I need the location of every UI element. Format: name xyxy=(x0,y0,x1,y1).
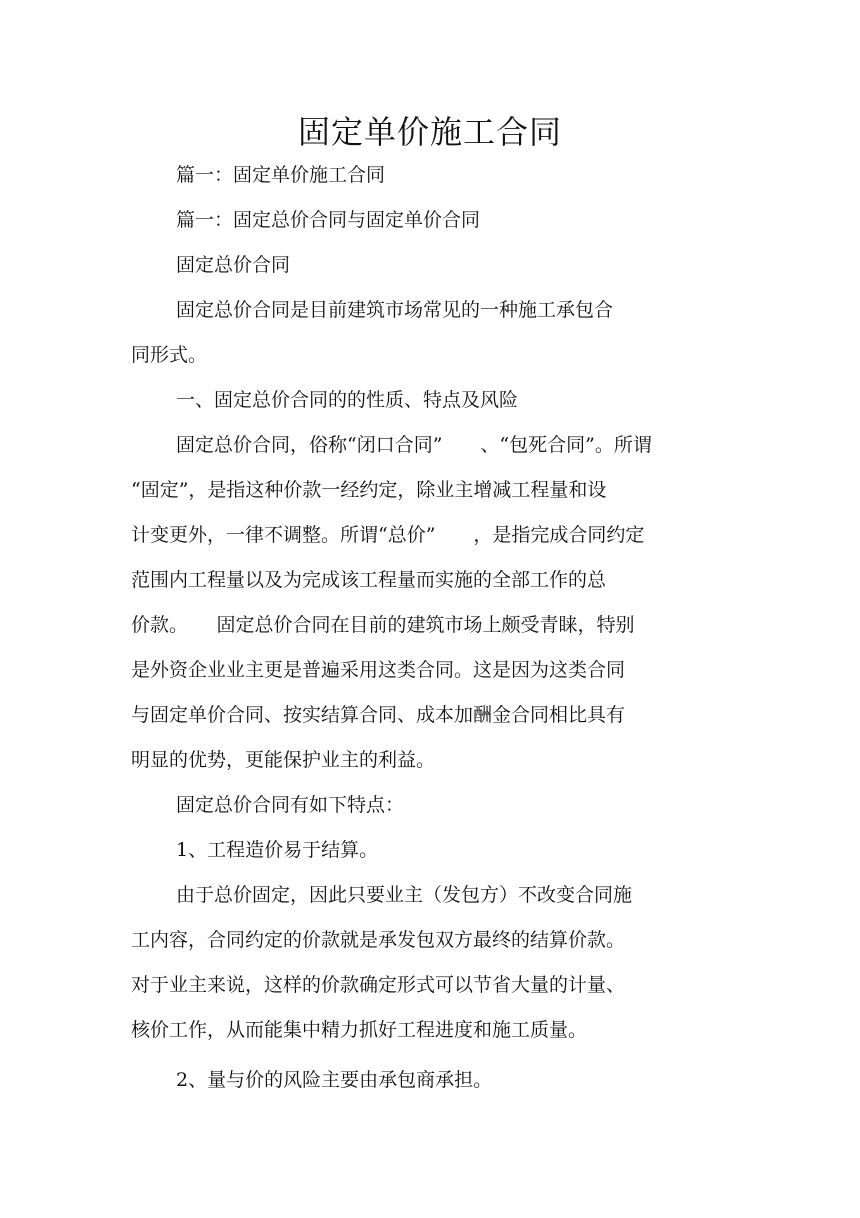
section-heading: 篇一：固定总价合同与固定单价合同 xyxy=(176,209,481,231)
paragraph-line: 固定总价合同有如下特点： xyxy=(176,794,405,816)
paragraph-line: 计变更外，一律不调整。所谓“总价” ，是指完成合同约定 xyxy=(131,524,645,546)
paragraph-line: 明显的优势，更能保护业主的利益。 xyxy=(131,749,436,771)
paragraph-line: 工内容，合同约定的价款就是承发包双方最终的结算价款。 xyxy=(131,929,626,951)
paragraph-line: 价款。 固定总价合同在目前的建筑市场上颇受青睐，特别 xyxy=(131,614,635,636)
paragraph-line: 核价工作，从而能集中精力抓好工程进度和施工质量。 xyxy=(131,1019,588,1041)
paragraph-line: 对于业主来说，这样的价款确定形式可以节省大量的计量、 xyxy=(131,974,626,996)
list-item: 2、量与价的风险主要由承包商承担。 xyxy=(176,1069,493,1091)
paragraph-line: “固定”，是指这种价款一经约定，除业主增减工程量和设 xyxy=(131,479,607,501)
paragraph-line: 范围内工程量以及为完成该工程量而实施的全部工作的总 xyxy=(131,569,607,591)
section-heading: 篇一：固定单价施工合同 xyxy=(176,164,386,186)
paragraph-line: 与固定单价合同、按实结算合同、成本加酬金合同相比具有 xyxy=(131,704,626,726)
paragraph-line: 是外资企业业主更是普遍采用这类合同。这是因为这类合同 xyxy=(131,659,626,681)
section-heading: 固定总价合同 xyxy=(176,254,291,276)
paragraph-line: 由于总价固定，因此只要业主（发包方）不改变合同施 xyxy=(176,884,633,906)
paragraph-line: 固定总价合同是目前建筑市场常见的一种施工承包合 xyxy=(176,299,614,321)
document-title: 固定单价施工合同 xyxy=(297,113,562,151)
list-item: 1、工程造价易于结算。 xyxy=(176,839,379,861)
paragraph-line: 同形式。 xyxy=(131,344,208,366)
paragraph-line: 固定总价合同，俗称“闭口合同” 、“包死合同”。所谓 xyxy=(176,434,652,456)
section-heading: 一、固定总价合同的的性质、特点及风险 xyxy=(176,389,519,411)
